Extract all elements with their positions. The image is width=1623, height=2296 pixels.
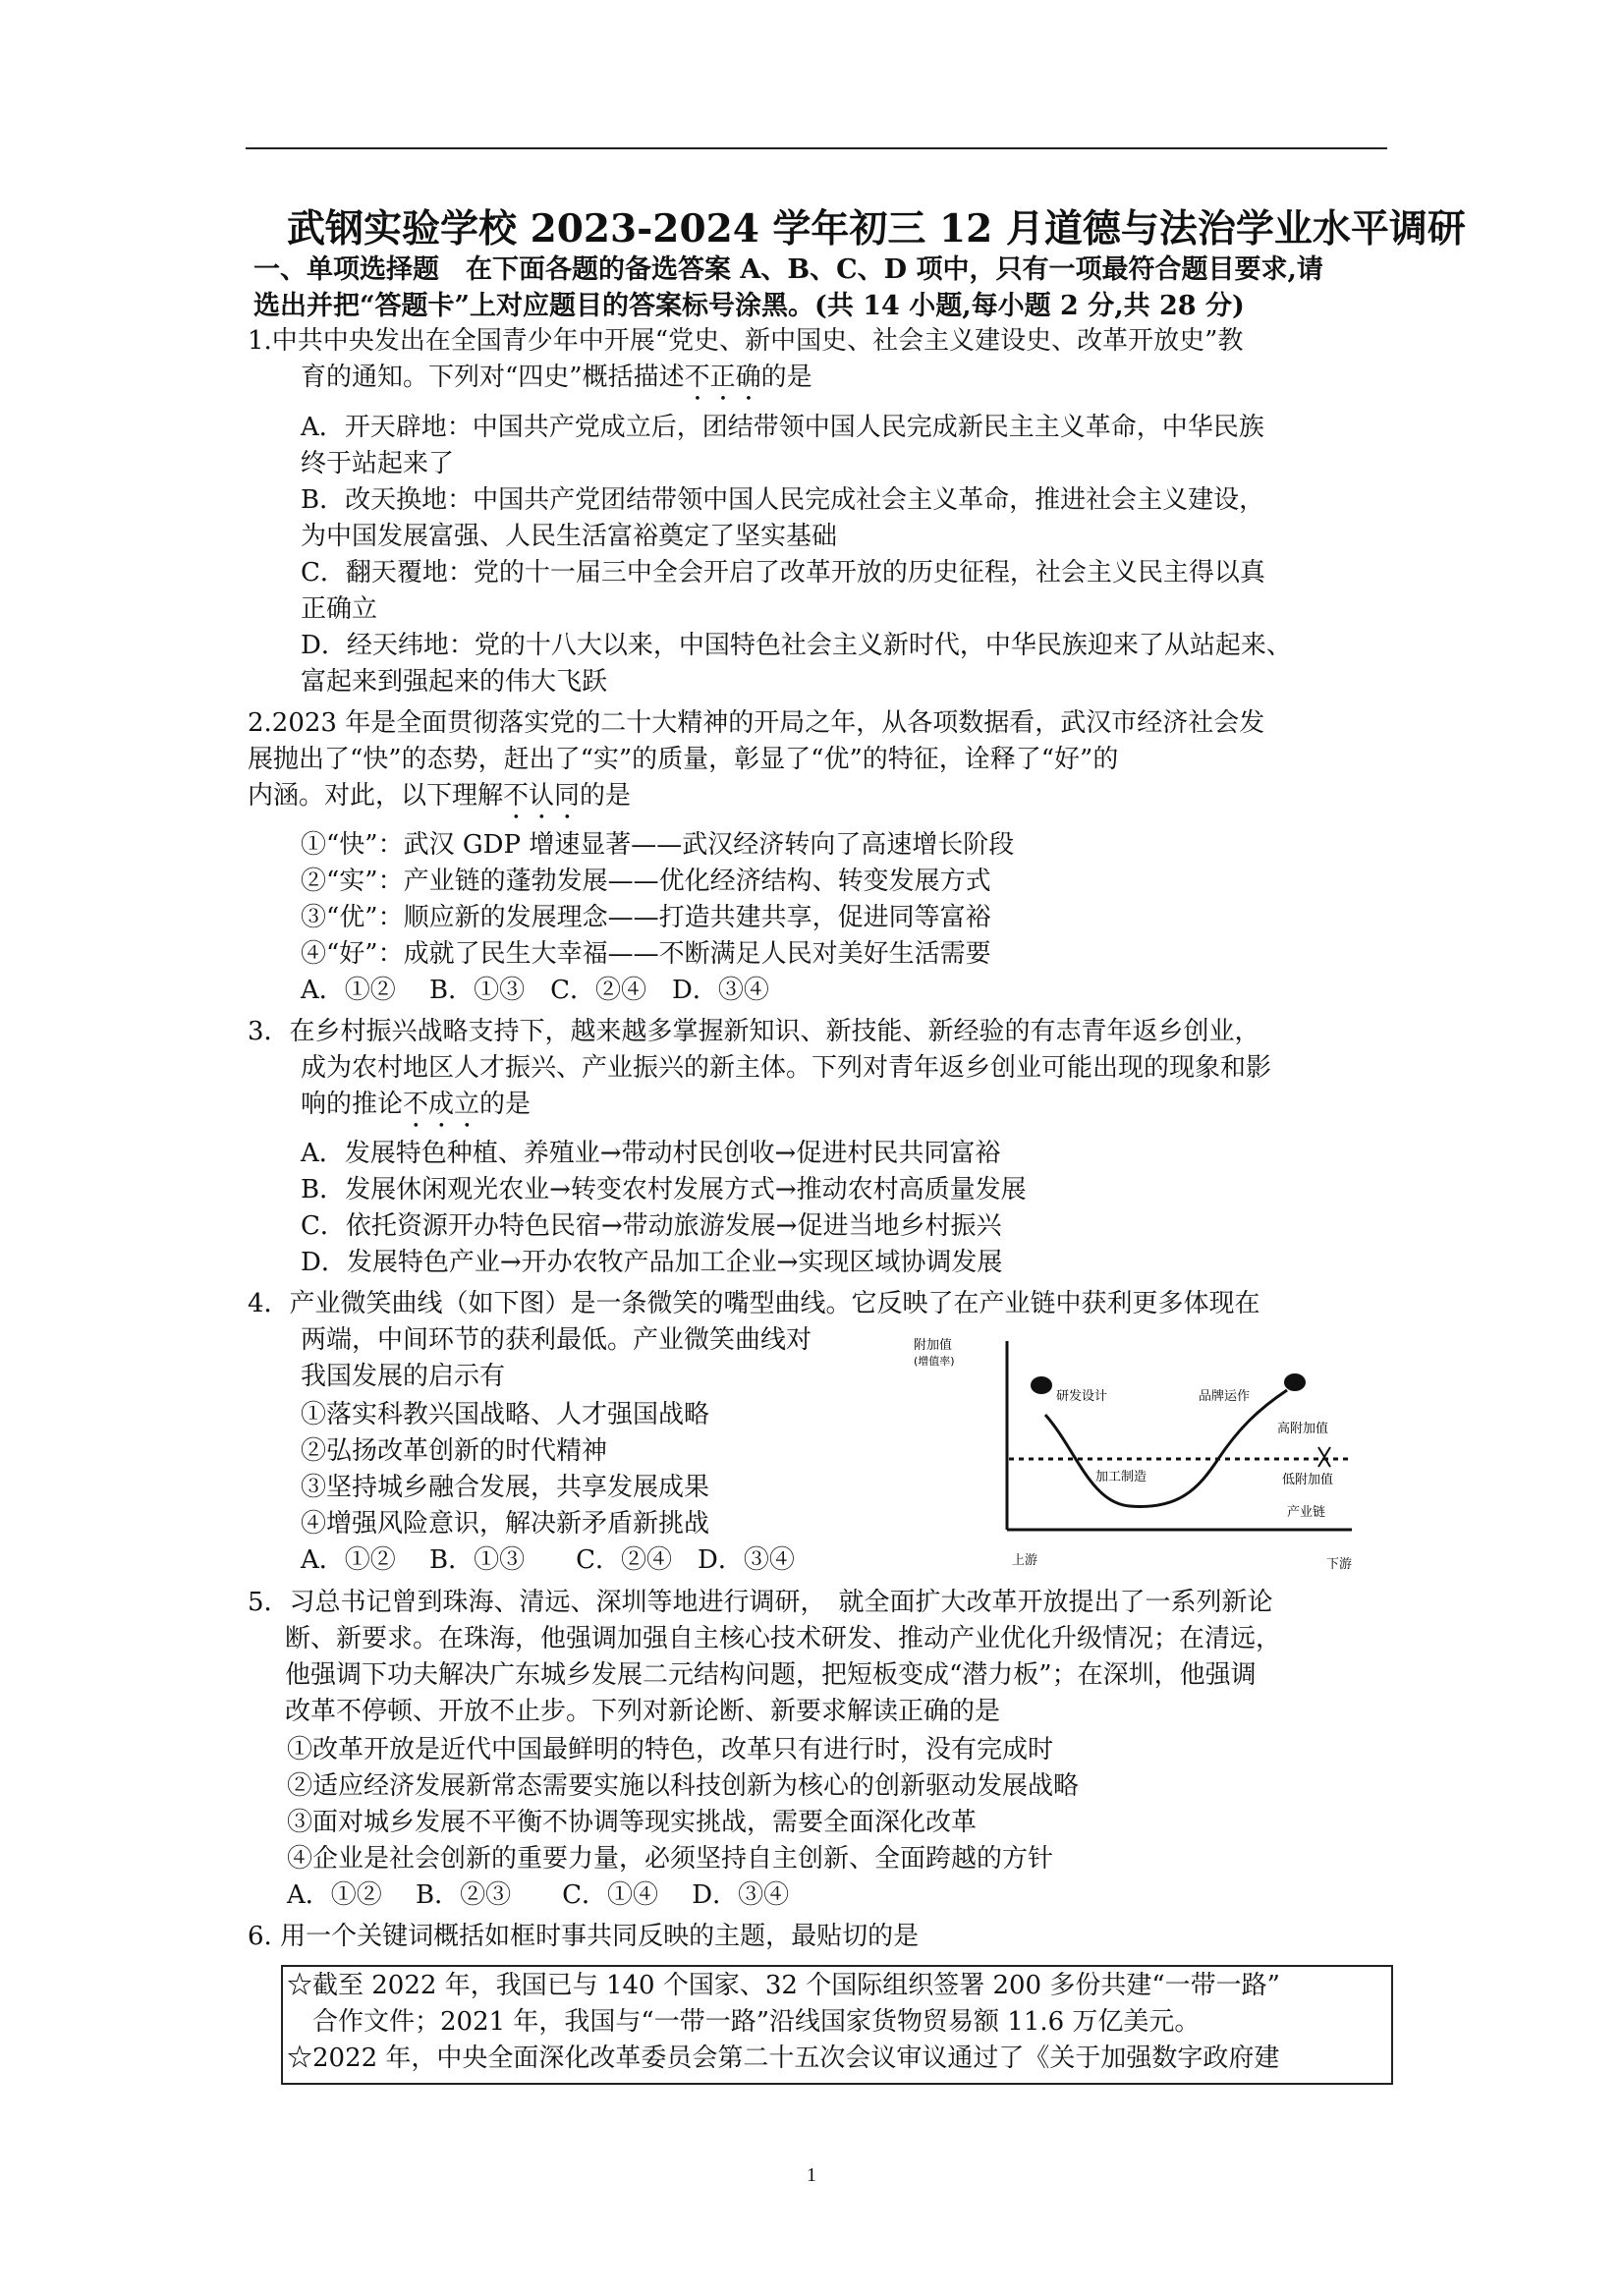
q3-option-a: A．发展特色种植、养殖业→带动村民创收→促进村民共同富裕 bbox=[301, 1139, 1001, 1168]
q1-stem-line-1: 1.中共中央发出在全国青少年中开展“党史、新中国史、社会主义建设史、改革开放史”教 bbox=[248, 326, 1244, 356]
q2-item-2: ②“实”：产业链的蓬勃发展——优化经济结构、转变发展方式 bbox=[301, 867, 991, 896]
q2-item-1: ①“快”：武汉 GDP 增速显著——武汉经济转向了高速增长阶段 bbox=[301, 830, 1015, 860]
diagram-left-dot bbox=[1031, 1376, 1052, 1394]
diagram-upstream-label: 上游 bbox=[1012, 1553, 1038, 1568]
header-rule bbox=[246, 147, 1387, 149]
q3-option-d: D．发展特色产业→开办农牧产品加工企业→实现区域协调发展 bbox=[301, 1248, 1003, 1277]
q1-stem-text: 育的通知。下列对“四史”概括描述 bbox=[301, 363, 685, 392]
q3-stem-line-3 bbox=[301, 1088, 531, 1134]
q5-stem-line-2: 断、新要求。在珠海，他强调加强自主核心技术研发、推动产业优化升级情况；在清远， bbox=[285, 1624, 1282, 1653]
q3-stem-line-2: 成为农村地区人才振兴、产业振兴的新主体。下列对青年返乡创业可能出现的现象和影 bbox=[301, 1053, 1272, 1083]
q2-stem-text: 内涵。对此，以下理解 bbox=[248, 781, 504, 811]
q4-choices: A．①② B．①③ C．②④ D．③④ bbox=[301, 1545, 795, 1575]
q6-stem: 6. 用一个关键词概括如框时事共同反映的主题，最贴切的是 bbox=[248, 1922, 920, 1951]
q5-stem-line-4: 改革不停顿、开放不止步。下列对新论断、新要求解读正确的是 bbox=[285, 1697, 1001, 1726]
q2-emphasis: 不认同 bbox=[503, 781, 581, 811]
q2-stem-line-2: 展抛出了“快”的态势，赶出了“实”的质量，彰显了“优”的特征，诠释了“好”的 bbox=[248, 745, 1119, 774]
q2-item-3: ③“优”：顺应新的发展理念——打造共建共享，促进同等富裕 bbox=[301, 903, 991, 932]
q4-item-2: ②弘扬改革创新的时代精神 bbox=[301, 1436, 608, 1466]
q1-option-c-cont: 正确立 bbox=[301, 594, 378, 624]
q5-stem-line-3: 他强调下功夫解决广东城乡发展二元结构问题，把短板变成“潜力板”；在深圳，他强调 bbox=[285, 1660, 1257, 1690]
q1-option-a: A．开天辟地：中国共产党成立后，团结带领中国人民完成新民主主义革命，中华民族 bbox=[301, 413, 1264, 442]
q2-choices: A．①② B．①③ C．②④ D．③④ bbox=[301, 976, 769, 1005]
diagram-ylabel: 附加值 bbox=[914, 1338, 953, 1353]
q3-stem-line-1: 3．在乡村振兴战略支持下，越来越多掌握新知识、新技能、新经验的有志青年返乡创业， bbox=[248, 1017, 1260, 1046]
section-heading bbox=[253, 252, 1393, 324]
q5-item-2: ②适应经济发展新常态需要实施以科技创新为核心的创新驱动发展战略 bbox=[287, 1771, 1080, 1801]
diagram-middle-label: 加工制造 bbox=[1095, 1470, 1147, 1484]
q4-item-1: ①落实科教兴国战略、人才强国战略 bbox=[301, 1400, 710, 1429]
diagram-ylabel-unit: (增值率) bbox=[914, 1355, 955, 1368]
q6-box-line-2: 合作文件；2021 年，我国与“一带一路”沿线国家货物贸易额 11.6 万亿美元。 bbox=[312, 2007, 1201, 2037]
page-title: 武钢实验学校 2023-2024 学年初三 12 月道德与法治学业水平调研 bbox=[287, 206, 1466, 252]
diagram-high-label: 高附加值 bbox=[1277, 1422, 1329, 1436]
q4-stem-line-3: 我国发展的启示有 bbox=[301, 1362, 506, 1391]
q5-item-1: ①改革开放是近代中国最鲜明的特色，改革只有进行时，没有完成时 bbox=[287, 1735, 1054, 1764]
q5-choices: A．①② B．②③ C．①④ D．③④ bbox=[287, 1880, 790, 1910]
q4-stem-line-2: 两端，中间环节的获利最低。产业微笑曲线对 bbox=[301, 1325, 812, 1355]
diagram-gap-marker bbox=[1318, 1447, 1330, 1467]
q1-stem-line-2 bbox=[301, 361, 812, 407]
diagram-axis-label: 产业链 bbox=[1287, 1505, 1326, 1520]
q4-item-3: ③坚持城乡融合发展，共享发展成果 bbox=[301, 1473, 710, 1502]
diagram-left-label: 研发设计 bbox=[1056, 1389, 1108, 1404]
q3-stem-text: 响的推论 bbox=[301, 1090, 404, 1119]
diagram-low-label: 低附加值 bbox=[1282, 1473, 1334, 1487]
q1-option-c: C．翻天覆地：党的十一届三中全会开启了改革开放的历史征程，社会主义民主得以真 bbox=[301, 558, 1265, 588]
q2-item-4: ④“好”：成就了民生大幸福——不断满足人民对美好生活需要 bbox=[301, 939, 991, 969]
diagram-downstream-label: 下游 bbox=[1326, 1557, 1353, 1572]
q6-box-line-1: ☆截至 2022 年，我国已与 140 个国家、32 个国际组织签署 200 多份共建“一带一路” bbox=[287, 1971, 1280, 2000]
diagram-right-dot bbox=[1284, 1373, 1306, 1391]
section-heading-line-2: 选出并把“答题卡”上对应题目的答案标号涂黑。(共 14 小题,每小题 2 分,共 28 分) bbox=[253, 291, 1245, 321]
q1-option-d: D．经天纬地：党的十八大以来，中国特色社会主义新时代，中华民族迎来了从站起来、 bbox=[301, 631, 1292, 660]
q1-option-b: B．改天换地：中国共产党团结带领中国人民完成社会主义革命，推进社会主义建设， bbox=[301, 485, 1265, 515]
q5-item-3: ③面对城乡发展不平衡不协调等现实挑战，需要全面深化改革 bbox=[287, 1808, 978, 1837]
diagram-right-label: 品牌运作 bbox=[1199, 1389, 1251, 1404]
q1-option-d-cont: 富起来到强起来的伟大飞跃 bbox=[301, 667, 608, 697]
q1-option-b-cont: 为中国发展富强、人民生活富裕奠定了坚实基础 bbox=[301, 522, 838, 551]
q2-stem-end: 的是 bbox=[580, 781, 632, 811]
q2-stem-line-3 bbox=[248, 779, 631, 825]
q3-option-b: B．发展休闲观光农业→转变农村发展方式→推动农村高质量发展 bbox=[301, 1175, 1027, 1204]
q5-stem-line-1: 5．习总书记曾到珠海、清远、深圳等地进行调研， 就全面扩大改革开放提出了一系列新论 bbox=[248, 1588, 1273, 1617]
q3-emphasis: 不成立 bbox=[403, 1090, 480, 1119]
q3-option-c: C．依托资源开办特色民宿→带动旅游发展→促进当地乡村振兴 bbox=[301, 1211, 1002, 1241]
page-number: 1 bbox=[807, 2164, 816, 2186]
q1-stem-end: 的是 bbox=[760, 363, 812, 392]
q1-option-a-cont: 终于站起来了 bbox=[301, 449, 455, 478]
q2-stem-line-1: 2.2023 年是全面贯彻落实党的二十大精神的开局之年，从各项数据看，武汉市经济社会发 bbox=[248, 708, 1265, 738]
q6-box-line-3: ☆2022 年，中央全面深化改革委员会第二十五次会议审议通过了《关于加强数字政府建 bbox=[287, 2044, 1280, 2073]
diagram-smile-curve bbox=[1045, 1390, 1287, 1506]
q1-emphasis: 不正确 bbox=[684, 363, 761, 392]
q4-item-4: ④增强风险意识，解决新矛盾新挑战 bbox=[301, 1509, 710, 1539]
q4-stem-line-1: 4．产业微笑曲线（如下图）是一条微笑的嘴型曲线。它反映了在产业链中获利更多体现在 bbox=[248, 1289, 1260, 1318]
section-heading-line-1: 一、单项选择题 在下面各题的备选答案 A、B、C、D 项中，只有一项最符合题目要求,请 bbox=[253, 254, 1323, 285]
q5-item-4: ④企业是社会创新的重要力量，必须坚持自主创新、全面跨越的方针 bbox=[287, 1844, 1054, 1874]
q3-stem-end: 的是 bbox=[479, 1090, 532, 1119]
smile-curve-diagram bbox=[884, 1331, 1375, 1577]
